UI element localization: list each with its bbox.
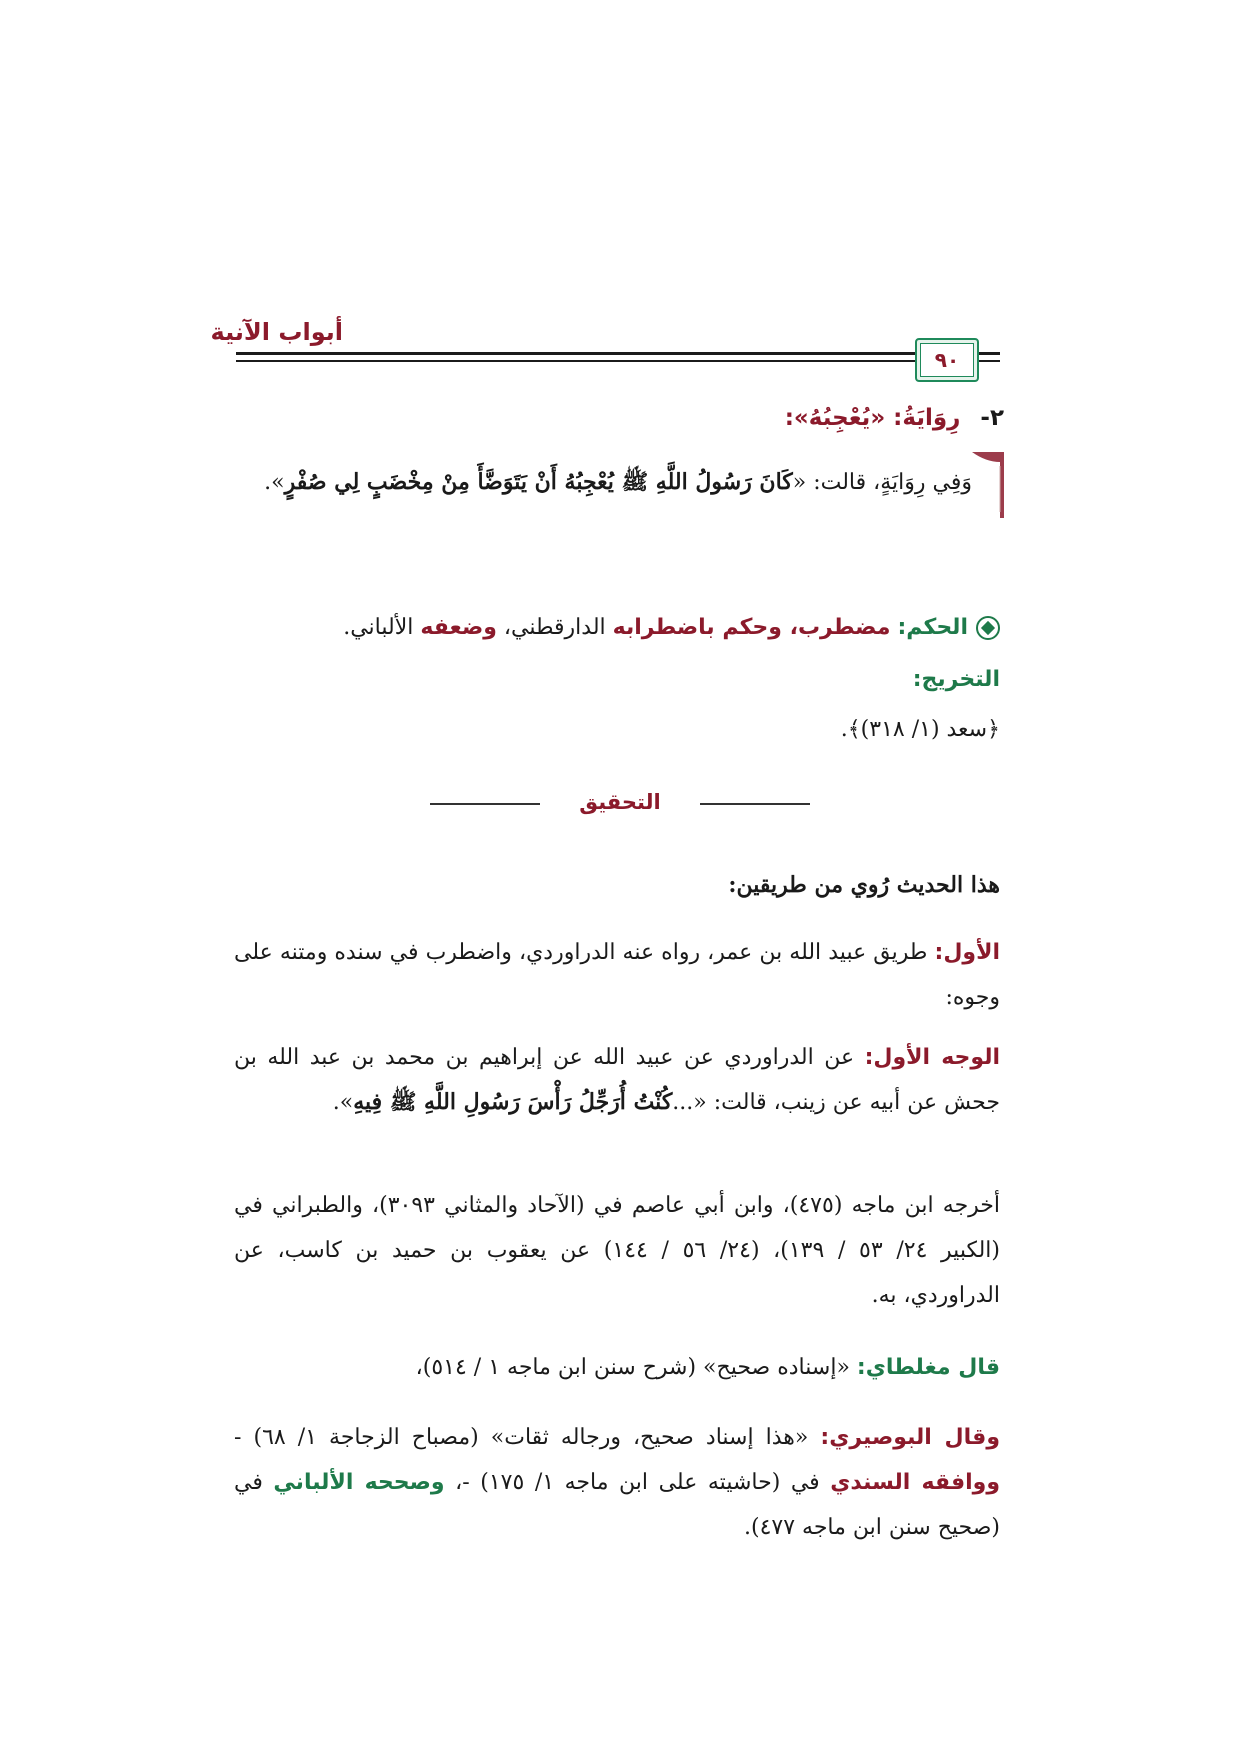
ruling-line — [234, 605, 1000, 650]
body-intro-text: هذا الحديث رُوي من طريقين: — [728, 872, 1000, 898]
page-number-badge — [915, 338, 979, 382]
ruling-label: الحكم: — [897, 615, 968, 640]
takhrij-text: ﴿سعد (١/ ٣١٨)﴾. — [840, 717, 1000, 742]
busiri-text-1: «هذا إسناد صحيح، ورجاله ثقات» (مصباح الزجاجة ١/ ٦٨) - — [234, 1425, 809, 1450]
narration-intro: وَفِي رِوَايَةٍ، قالت: « — [792, 470, 972, 495]
narration-end: ». — [264, 470, 285, 495]
corner-ornament-icon — [972, 452, 1004, 518]
ruling-bullet-icon — [976, 616, 1000, 640]
mughaltay-text: «إسناده صحيح» (شرح سنن ابن ماجه ١ / ٥١٤)، — [415, 1355, 850, 1380]
takhrij-paragraph — [234, 1183, 1000, 1318]
ruling-text-1: الدارقطني، — [503, 615, 606, 640]
first-aspect-end: ». — [332, 1090, 354, 1115]
narration-quote: كَانَ رَسُولُ اللَّهِ ﷺ يُعْجِبُهُ أَنْ يَتَوَضَّأَ مِنْ مِخْضَبٍ لِي صُفْرٍ — [284, 469, 793, 495]
section-number: ٢- — [980, 405, 1004, 431]
section-heading — [304, 405, 1004, 431]
header-rule-bottom — [236, 360, 1000, 362]
mughaltay-paragraph — [234, 1345, 1000, 1390]
first-path-paragraph — [234, 930, 1000, 1020]
divider-title: التحقيق — [579, 790, 661, 814]
first-aspect-paragraph — [234, 1035, 1000, 1125]
body-intro — [234, 863, 1000, 908]
ruling-value-1: مضطرب، وحكم باضطرابه — [612, 615, 891, 640]
section-divider — [0, 790, 1240, 820]
takhrij-label-line — [234, 657, 1000, 702]
sindi-label: ووافقه السندي — [830, 1470, 1000, 1495]
busiri-label: وقال البوصيري: — [820, 1425, 1000, 1450]
section-title: رِوَايَةُ: «يُعْجِبُهُ»: — [784, 405, 961, 431]
header-rule-top — [236, 352, 1000, 355]
running-header-title: أبواب الآنية — [210, 318, 343, 346]
busiri-text-2: في (حاشيته على ابن ماجه ١/ ١٧٥) -، — [455, 1470, 820, 1495]
first-aspect-quote: كُنْتُ أُرَجِّلُ رَأْسَ رَسُولِ اللَّهِ ﷺ فِيهِ — [353, 1089, 673, 1115]
page-number: ٩٠ — [934, 348, 960, 372]
busiri-paragraph — [234, 1415, 1000, 1550]
first-aspect-text: عن الدراوردي عن عبيد الله عن إبراهيم بن محمد بن عبد الله بن جحش عن أبيه عن زينب، قالت: «... — [234, 1045, 1000, 1115]
takhrij-text-line — [234, 707, 1000, 752]
albani-label: وصححه الألباني — [273, 1470, 445, 1495]
first-aspect-label: الوجه الأول: — [864, 1045, 1001, 1070]
ruling-text-2: الألباني. — [343, 615, 414, 640]
mughaltay-label: قال مغلطاي: — [856, 1355, 1000, 1380]
busiri-text-3: في (صحيح سنن ابن ماجه ٤٧٧). — [234, 1470, 1000, 1540]
first-path-text: طريق عبيد الله بن عمر، رواه عنه الدراوردي، واضطرب في سنده ومتنه على وجوه: — [234, 940, 1000, 1010]
takhrij-paragraph-text: أخرجه ابن ماجه (٤٧٥)، وابن أبي عاصم في (الآحاد والمثاني ٣٠٩٣)، والطبراني في (الكبير ٢٤/ ٥٣ / ١٣٩)، (٢٤/ ٥٦ / ١٤٤) عن يعقوب بن حميد بن كاسب، عن الدراوردي، به. — [234, 1193, 1001, 1308]
ruling-value-2: وضعفه — [420, 615, 497, 640]
narration-paragraph — [232, 460, 972, 505]
takhrij-label: التخريج: — [912, 667, 1000, 692]
first-path-label: الأول: — [934, 940, 1000, 965]
